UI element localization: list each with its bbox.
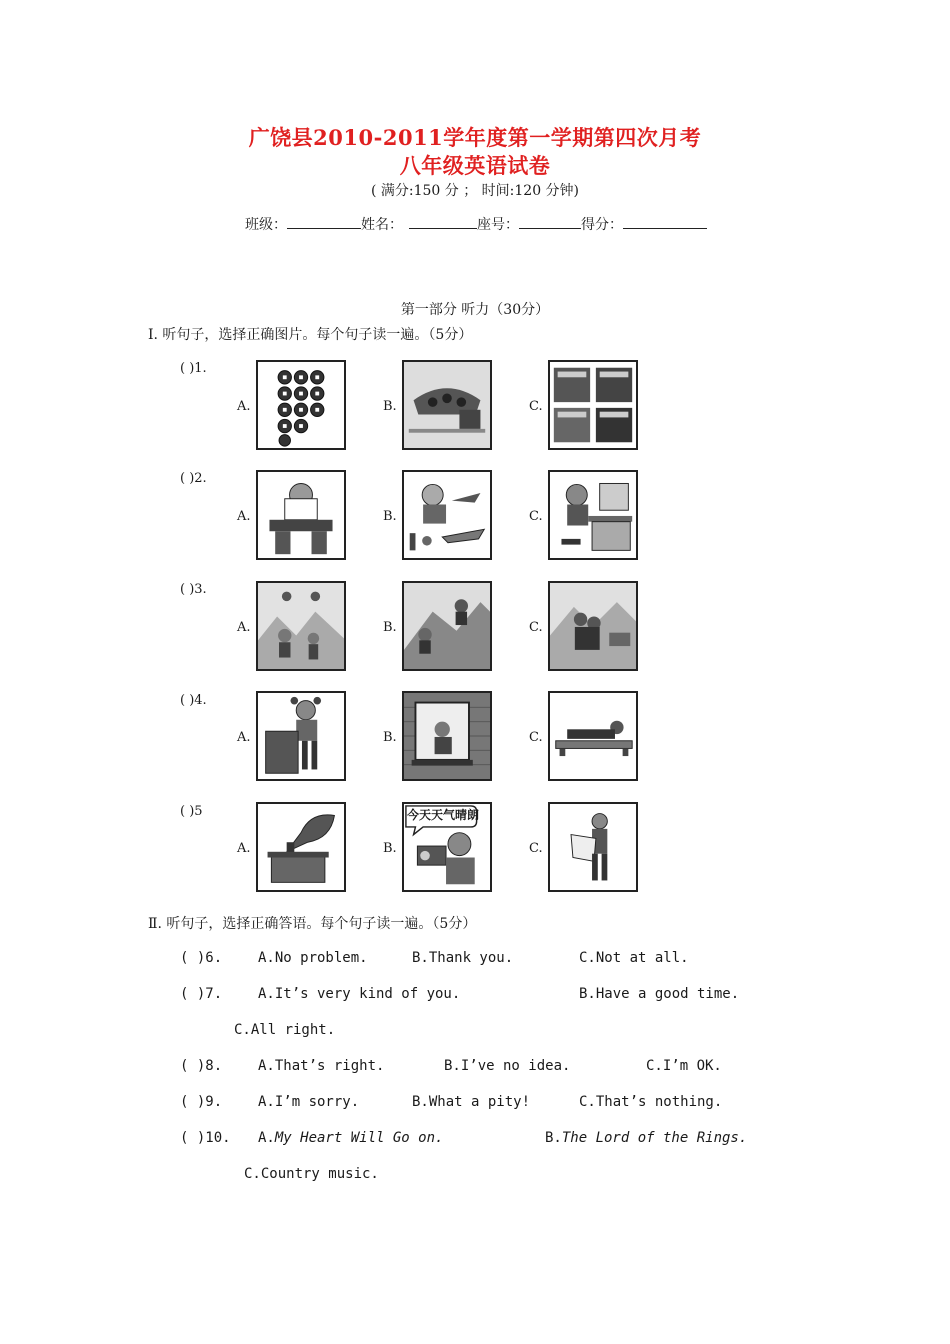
answer-option-b: B.Have a good time. [579, 986, 740, 1002]
question-number: ( )1. [180, 361, 207, 376]
answer-option-a: A.It’s very kind of you. [258, 986, 461, 1002]
washing-machine-icon [258, 693, 344, 779]
option-label-c: C. [529, 841, 543, 856]
question-number: ( )7. [180, 986, 223, 1002]
question-number: ( )3. [180, 582, 207, 597]
statues-icon [404, 362, 490, 448]
exam-title-line1: 广饶县2010-2011学年度第一学期第四次月考 [248, 125, 702, 150]
option-label-a: A. [237, 399, 251, 414]
option-label-a: A. [237, 730, 251, 745]
student-info-row [245, 214, 707, 234]
reading-newspaper-icon [550, 804, 636, 890]
answer-option-a [258, 1130, 443, 1146]
score-label: 得分： [581, 217, 623, 233]
computer-boy-picture[interactable] [548, 470, 638, 560]
answer-option-a: A.I’m sorry. [258, 1094, 360, 1110]
section1-title: Ⅰ. 听句子，选择正确图片。每个句子读一遍。（5分） [148, 327, 473, 343]
reading-boy-picture[interactable] [256, 470, 346, 560]
laundry-girl-picture[interactable] [256, 691, 346, 781]
option-label-b: B. [383, 509, 397, 524]
sculpture-picture[interactable] [402, 360, 492, 450]
models-boy-picture[interactable] [402, 470, 492, 560]
class-blank[interactable] [287, 214, 361, 229]
speech-bubble-text: 今天天气晴朗 [407, 808, 480, 822]
question-number: ( )6. [180, 950, 223, 966]
answer-option-c: C.All right. [234, 1022, 336, 1038]
lying-boy-picture[interactable] [548, 691, 638, 781]
answer-prefix: A. [258, 1130, 275, 1146]
option-label-a: A. [237, 841, 251, 856]
computer-icon [550, 472, 636, 558]
part1-heading: 第一部分 听力（30分） [400, 302, 550, 318]
section2-title: Ⅱ. 听句子，选择正确答语。每个句子读一遍。（5分） [148, 916, 477, 932]
gramophone-picture[interactable] [256, 802, 346, 892]
option-label-a: A. [237, 509, 251, 524]
gramophone-icon [258, 804, 344, 890]
answer-option-a: A.That’s right. [258, 1058, 385, 1074]
name-label: 姓名： [361, 217, 403, 233]
option-label-c: C. [529, 509, 543, 524]
coins-icon [258, 362, 344, 448]
answer-option-c: C.I’m OK. [646, 1058, 722, 1074]
option-label-b: B. [383, 620, 397, 635]
newspaper-icon [550, 362, 636, 448]
question-number: ( )5 [180, 804, 203, 819]
seat-label: 座号： [477, 217, 519, 233]
boy-reading-icon [258, 472, 344, 558]
plane-model-icon [404, 472, 490, 558]
option-label-b: B. [383, 399, 397, 414]
posters-picture[interactable] [548, 360, 638, 450]
answer-option-b [545, 1130, 747, 1146]
option-label-b: B. [383, 730, 397, 745]
resting-person-icon [550, 693, 636, 779]
answer-option-b: B.Thank you. [412, 950, 514, 966]
children-group-icon [550, 583, 636, 669]
answer-option-c: C.Country music. [244, 1166, 379, 1182]
exam-title-line2: 八年级英语试卷 [399, 153, 551, 178]
question-number: ( )9. [180, 1094, 223, 1110]
group-kids-picture[interactable] [548, 581, 638, 671]
option-label-b: B. [383, 841, 397, 856]
newspaper-boy-picture[interactable] [548, 802, 638, 892]
answer-option-c: C.That’s nothing. [579, 1094, 723, 1110]
song-title: My Heart Will Go on. [274, 1130, 444, 1146]
movie-title: The Lord of the Rings. [561, 1130, 748, 1146]
option-label-c: C. [529, 620, 543, 635]
seat-blank[interactable] [519, 214, 581, 229]
answer-option-b: B.I’ve no idea. [444, 1058, 571, 1074]
answer-option-b: B.What a pity! [412, 1094, 531, 1110]
butterfly-kids-picture[interactable] [256, 581, 346, 671]
question-number: ( )2. [180, 471, 207, 486]
option-label-c: C. [529, 730, 543, 745]
exam-subtitle: ( 满分:150 分 ； 时间:120 分钟) [370, 183, 580, 199]
mountain-climb-icon [404, 583, 490, 669]
answer-option-c: C.Not at all. [579, 950, 689, 966]
answer-prefix: B. [545, 1130, 562, 1146]
climbing-kids-picture[interactable] [402, 581, 492, 671]
radio-boy-picture[interactable] [402, 802, 492, 892]
option-label-a: A. [237, 620, 251, 635]
question-number: ( )8. [180, 1058, 223, 1074]
name-blank[interactable] [409, 214, 477, 229]
option-label-c: C. [529, 399, 543, 414]
question-number: ( )10. [180, 1130, 231, 1146]
coins-picture[interactable] [256, 360, 346, 450]
window-cleaning-picture[interactable] [402, 691, 492, 781]
score-blank[interactable] [623, 214, 707, 229]
class-label: 班级： [245, 217, 287, 233]
kids-outdoor-icon [258, 583, 344, 669]
question-number: ( )4. [180, 693, 207, 708]
brick-window-icon [404, 693, 490, 779]
answer-option-a: A.No problem. [258, 950, 368, 966]
